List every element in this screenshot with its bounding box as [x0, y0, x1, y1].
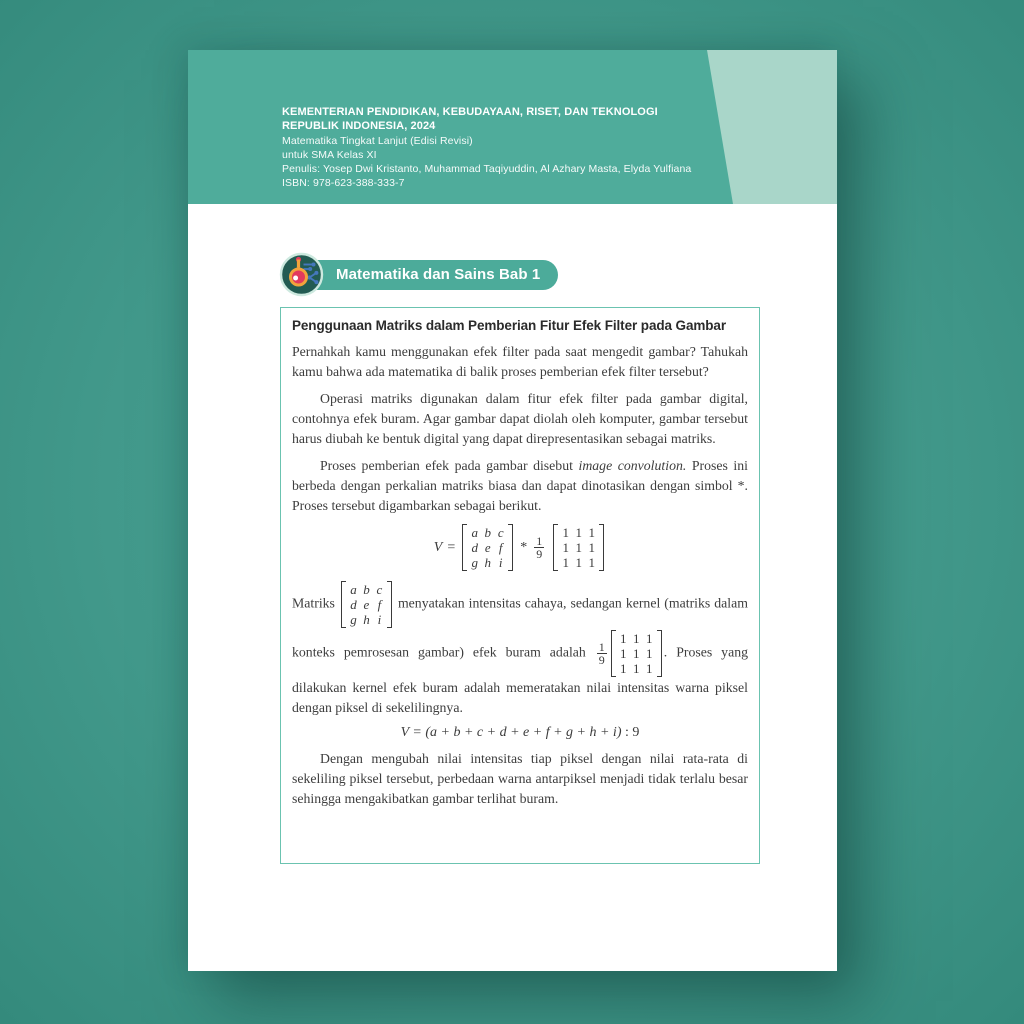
isbn-line: ISBN: 978-623-388-333-7 [282, 177, 405, 190]
grade-line: untuk SMA Kelas XI [282, 148, 377, 161]
inline-kernel-matrix: 1 1 1 1 1 1 1 1 1 [611, 629, 662, 678]
eq2-expression: V = (a + b + c + d + e + f + g + h + i) [400, 725, 622, 740]
paragraph-image-convolution [292, 456, 748, 516]
chapter-badge-pill [300, 260, 558, 290]
article-title: Penggunaan Matriks dalam Pemberian Fitur Efek Filter pada Gambar [292, 318, 726, 333]
header-accent-shape [707, 50, 837, 204]
paragraph-closing: Dengan mengubah nilai intensitas tiap piksel dengan nilai rata-rata di sekeliling piksel tersebut, perbedaan warna antarpiksel menjadi tidak terlalu besar sehingga mengakibatkan gambar terlihat buram. [292, 751, 748, 806]
eq1-variable: V [433, 539, 443, 555]
article-box [280, 307, 760, 864]
authors-line: Penulis: Yosep Dwi Kristanto, Muhammad Taqiyuddin, Al Azhary Masta, Elyda Yulfiana [282, 163, 692, 176]
chapter-badge-label: Matematika dan Sains Bab 1 [336, 265, 541, 283]
kernel-matrix: 1 1 1 1 1 1 1 1 1 [553, 523, 604, 572]
book-page [188, 50, 837, 971]
one-ninth-fraction [534, 535, 544, 561]
average-equation [292, 725, 748, 741]
inline-intensity-matrix: a b c d e f g h i [341, 580, 392, 629]
paragraph-matriks-kernel [292, 580, 748, 718]
republic-year-line: REPUBLIK INDONESIA, 2024 [282, 120, 436, 133]
convolution-equation [292, 523, 748, 572]
ministry-line: KEMENTERIAN PENDIDIKAN, KEBUDAYAAN, RISET, DAN TEKNOLOGI [282, 106, 658, 118]
inline-one-ninth-fraction [597, 641, 607, 667]
fraction-numerator: 1 [536, 533, 543, 548]
paragraph-operasi-matriks: Operasi matriks digunakan dalam fitur efek filter pada gambar digital, contohnya efek buram. Agar gambar dapat diolah oleh komputer, gambar tersebut harus diubah ke bentuk digital yang dapat direpresentasikan sebagai matriks. [292, 391, 748, 446]
paragraph-intro: Pernahkah kamu menggunakan efek filter pada saat mengedit gambar? Tahukah kamu bahwa ada matematika di balik proses pemberian efek filter tersebut? [292, 344, 748, 379]
flask-circuit-icon [279, 252, 324, 297]
page-header-band [188, 50, 837, 204]
eq1-convolution-operator: * [520, 539, 528, 555]
fraction-denominator: 9 [536, 547, 543, 561]
p4-text-post: . Proses yang dilakukan kernel efek buram adalah memeratakan nilai intensitas warna piksel dengan piksel di sekelilingnya. [292, 644, 748, 715]
p3-italic-term: image convolution. [578, 458, 687, 473]
chapter-badge [279, 252, 558, 297]
inline-fraction-denominator: 9 [598, 653, 605, 667]
p3-text-post: Proses ini berbeda dengan perkalian matriks biasa dan dapat dinotasikan dengan simbol *. Proses tersebut digambarkan sebagai berikut. [292, 458, 748, 513]
eq1-equals: = [447, 539, 456, 555]
p4-text-pre: Matriks [292, 595, 339, 611]
publication-info [282, 105, 691, 191]
p3-text-pre: Proses pemberian efek pada gambar disebut [320, 458, 579, 473]
inline-kernel-expression [595, 629, 664, 678]
book-title-line: Matematika Tingkat Lanjut (Edisi Revisi) [282, 134, 473, 147]
intensity-matrix: a b c d e f g h i [462, 523, 513, 572]
inline-fraction-numerator: 1 [598, 639, 605, 654]
p4-text-mid: menyatakan intensitas cahaya, sedangan kernel (matriks dalam konteks pemrosesan gambar) efek buram adalah [292, 595, 748, 660]
eq2-divisor: : 9 [621, 725, 640, 740]
